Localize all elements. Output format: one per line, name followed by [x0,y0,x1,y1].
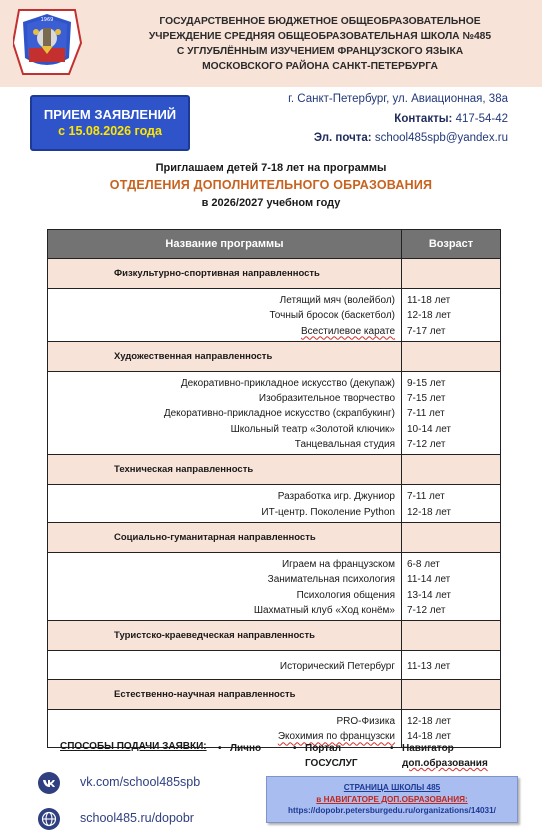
admission-badge [30,95,190,151]
program-row-group [48,552,501,620]
phone-label: Контакты: [394,112,453,125]
phone-row [288,110,508,130]
method-gosuslugi-line-1: Портал [305,743,342,754]
program-row-group [48,289,501,342]
program-name: Летящий мяч (волейбол) [279,295,395,306]
table-header-row [48,230,501,259]
program-name: PRO-Физика [336,716,395,728]
submission-methods-title: СПОСОБЫ ПОДАЧИ ЗАЯВКИ: [60,741,207,752]
email-row [288,129,508,149]
program-name: Психология общения [296,589,395,601]
program-row-group [48,371,501,454]
category-label: Туристско-краеведческая направленность [48,621,402,651]
category-age-cell [402,455,501,485]
program-ages [402,289,501,342]
program-age: 14-18 лет [407,731,451,743]
program-ages [402,371,501,454]
method-gosuslugi-line-2: ГОСУСЛУГ [305,758,358,769]
school-name-line-2: УЧРЕЖДЕНИЕ СРЕДНЯЯ ОБЩЕОБРАЗОВАТЕЛЬНАЯ ШКОЛА №485 [148,31,492,42]
school-emblem-icon [13,8,97,78]
method-navigator [390,741,488,771]
navigator-box-title: СТРАНИЦА ШКОЛЫ 485 [343,783,441,792]
program-names [48,651,402,680]
method-gosuslugi [293,741,358,771]
category-age-cell [402,522,501,552]
program-names [48,552,402,620]
method-in-person-label: Лично [230,743,262,754]
category-label: Физкультурно-спортивная направленность [48,259,402,289]
school-name-line-4: МОСКОВСКОГО РАЙОНА САНКТ-ПЕТЕРБУРГА [202,61,438,72]
program-age: 6-8 лет [407,558,440,570]
vk-icon [38,772,60,794]
vk-link[interactable]: vk.com/school485spb [80,775,201,789]
program-ages [402,552,501,620]
method-navigator-line-2: доп.образования [402,758,488,769]
program-name: Экохимия по французски [277,731,395,743]
bullet: • [293,743,297,754]
program-ages [402,485,501,523]
program-names [48,289,402,342]
program-name: Шахматный клуб «Ход конём» [253,604,395,616]
navigator-page-box[interactable] [266,776,518,823]
program-age: 12-18 лет [407,716,451,728]
category-row [48,341,501,371]
program-age: 9-15 лет [407,377,446,389]
category-age-cell [402,621,501,651]
navigator-box-subtitle: в НАВИГАТОРЕ ДОП.ОБРАЗОВАНИЯ: [316,794,468,804]
program-name: Всестилевое карате [301,325,395,337]
program-name: Изобразительное творчество [258,393,395,405]
program-name-text: Декоративно-прикладное искусство (декупаж) [180,377,395,389]
program-age: 12-18 лет [407,506,451,518]
contacts-block [288,90,508,149]
program-names [48,485,402,523]
program-name: Декоративно-прикладное искусство (скрапбукинг) [163,408,395,420]
program-row-group [48,485,501,523]
intro-department-title: ОТДЕЛЕНИЯ ДОПОЛНИТЕЛЬНОГО ОБРАЗОВАНИЯ [109,178,433,192]
intro-invitation: Приглашаем детей 7-18 лет на программы [155,162,387,174]
bullet: • [218,743,222,754]
category-age-cell [402,341,501,371]
column-header-age: Возраст [402,230,501,259]
school-name-line-3: С УГЛУБЛЁННЫМ ИЗУЧЕНИЕМ ФРАНЦУЗСКОГО ЯЗЫКА [176,46,464,57]
address: г. Санкт-Петербург, ул. Авиационная, 38а [288,93,508,105]
method-in-person [218,741,262,756]
program-name: Точный бросок (баскетбол) [269,310,395,322]
intro-school-year: в 2026/2027 учебном году [201,197,341,209]
category-row [48,259,501,289]
program-age: 10-14 лет [407,423,451,435]
category-age-cell [402,680,501,710]
program-age: 11-14 лет [407,574,451,586]
phone-number[interactable]: 417-54-42 [455,112,508,125]
program-age: 7-15 лет [407,393,446,405]
program-name: Танцевальная студия [294,439,395,451]
program-name: ИТ-центр. Поколение Python [261,506,395,518]
program-age: 7-11 лет [407,491,445,503]
program-age: 7-17 лет [407,325,446,337]
program-name: Разработка игр. Джуниор [277,491,395,503]
bullet: • [390,743,394,754]
svg-text:1969: 1969 [40,17,54,23]
program-age: 11-18 лет [407,295,451,306]
category-row [48,621,501,651]
header-banner [0,0,542,87]
category-label: Социально-гуманитарная направленность [48,522,402,552]
method-navigator-line-1: Навигатор [402,743,454,754]
school-name [100,14,540,74]
school-name-line-1: ГОСУДАРСТВЕННОЕ БЮДЖЕТНОЕ ОБЩЕОБРАЗОВАТЕЛЬНОЕ [159,16,481,27]
program-name: Играем на французском [281,558,395,570]
website-link[interactable]: school485.ru/dopobr [80,811,194,825]
navigator-box-url[interactable]: https://dopobr.petersburgedu.ru/organizations/14031/ [288,806,496,815]
admission-title: ПРИЕМ ЗАЯВЛЕНИЙ [43,107,177,122]
category-row [48,522,501,552]
email-label: Эл. почта: [313,132,372,144]
category-row [48,455,501,485]
program-name: Исторический Петербург [279,660,395,672]
program-name: Школьный театр «Золотой ключик» [230,423,395,435]
programs-table [47,229,501,748]
program-age: 13-14 лет [407,589,451,601]
program-age: 7-11 лет [407,408,445,420]
program-age: 12-18 лет [407,310,451,322]
program-names [48,371,402,454]
program-name [48,376,395,391]
category-label: Художественная направленность [48,341,402,371]
program-age: 7-12 лет [407,604,446,616]
program-name: Занимательная психология [267,574,395,586]
program-age: 11-13 лет [407,660,451,672]
category-label: Естественно-научная направленность [48,680,402,710]
program-row-group [48,651,501,680]
globe-icon [38,808,60,830]
category-label: Техническая направленность [48,455,402,485]
email-address[interactable]: school485spb@yandex.ru [374,132,508,144]
column-header-program: Название программы [48,230,402,259]
admission-date: с 15.08.2026 года [58,124,162,138]
category-age-cell [402,259,501,289]
program-ages [402,651,501,680]
program-age: 7-12 лет [407,439,446,451]
category-row [48,680,501,710]
